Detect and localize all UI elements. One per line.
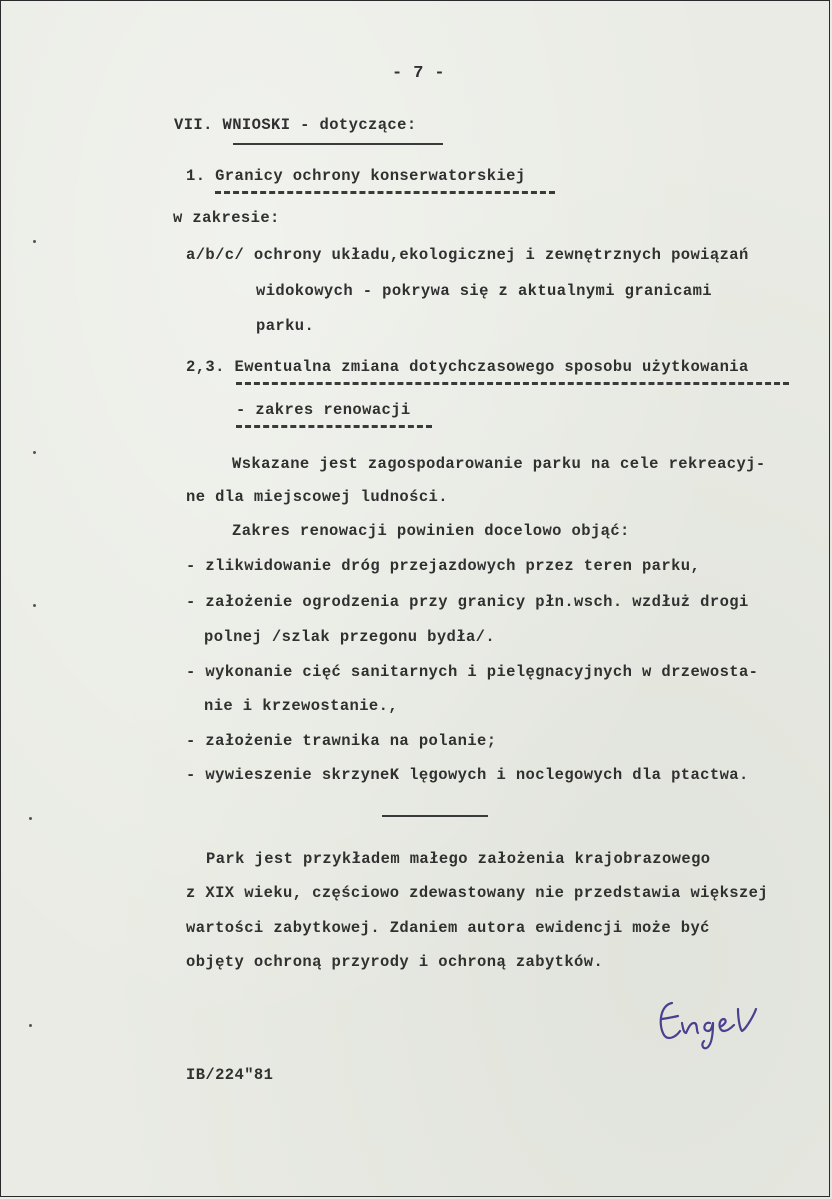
- separator-line: [382, 815, 488, 817]
- handwritten-signature: [650, 985, 795, 1055]
- reference-number: IB/224"81: [186, 1066, 274, 1084]
- renovation-item: - wykonanie cięć sanitarnych i pielęgnacyjnych w drzewosta-: [186, 663, 759, 681]
- conclusion-line: z XIX wieku, częściowo zdewastowany nie przedstawia większej: [186, 884, 769, 902]
- section2-subtitle: - zakres renowacji: [236, 401, 411, 419]
- margin-speck: [33, 451, 36, 454]
- margin-speck: [33, 240, 36, 243]
- section1-title: 1. Granicy ochrony konserwatorskiej: [186, 167, 526, 185]
- section1-line: parku.: [256, 317, 315, 335]
- conclusion-line: Park jest przykładem małego założenia krajobrazowego: [206, 850, 711, 868]
- section-heading: VII. WNIOSKI - dotyczące:: [174, 116, 417, 134]
- page-number: - 7 -: [392, 64, 446, 83]
- renovation-item: - wywieszenie skrzyneK lęgowych i noclegowych dla ptactwa.: [186, 766, 749, 784]
- renovation-item: nie i krzewostanie.,: [204, 697, 399, 715]
- margin-speck: [29, 1024, 32, 1027]
- renovation-item: - założenie ogrodzenia przy granicy płn.wsch. wzdłuż drogi: [186, 593, 749, 611]
- renovation-item: - zlikwidowanie dróg przejazdowych przez teren parku,: [186, 557, 701, 575]
- conclusion-line: wartości zabytkowej. Zdaniem autora ewidencji może być: [186, 919, 710, 937]
- heading-underline: [233, 143, 443, 145]
- paragraph-line: Wskazane jest zagospodarowanie parku na cele rekreacyj-: [232, 455, 766, 473]
- section1-line: widokowych - pokrywa się z aktualnymi granicami: [256, 282, 712, 300]
- section1-title-underline: [215, 191, 555, 194]
- renovation-item: polnej /szlak przegonu bydła/.: [204, 628, 496, 646]
- margin-speck: [29, 817, 32, 820]
- conclusion-line: objęty ochroną przyrody i ochroną zabytków.: [186, 953, 604, 971]
- margin-speck: [33, 604, 36, 607]
- section1-intro: w zakresie:: [173, 209, 280, 227]
- renovation-intro: Zakres renowacji powinien docelowo objąć:: [232, 522, 630, 540]
- section2-subtitle-underline: [236, 425, 432, 428]
- section2-title: 2,3. Ewentualna zmiana dotychczasowego sposobu użytkowania: [186, 358, 749, 376]
- section1-line: a/b/c/ ochrony układu,ekologicznej i zewnętrznych powiązań: [186, 246, 749, 264]
- renovation-item: - założenie trawnika na polanie;: [186, 732, 497, 750]
- paragraph-line: ne dla miejscowej ludności.: [186, 488, 448, 506]
- section2-title-underline: [236, 382, 789, 385]
